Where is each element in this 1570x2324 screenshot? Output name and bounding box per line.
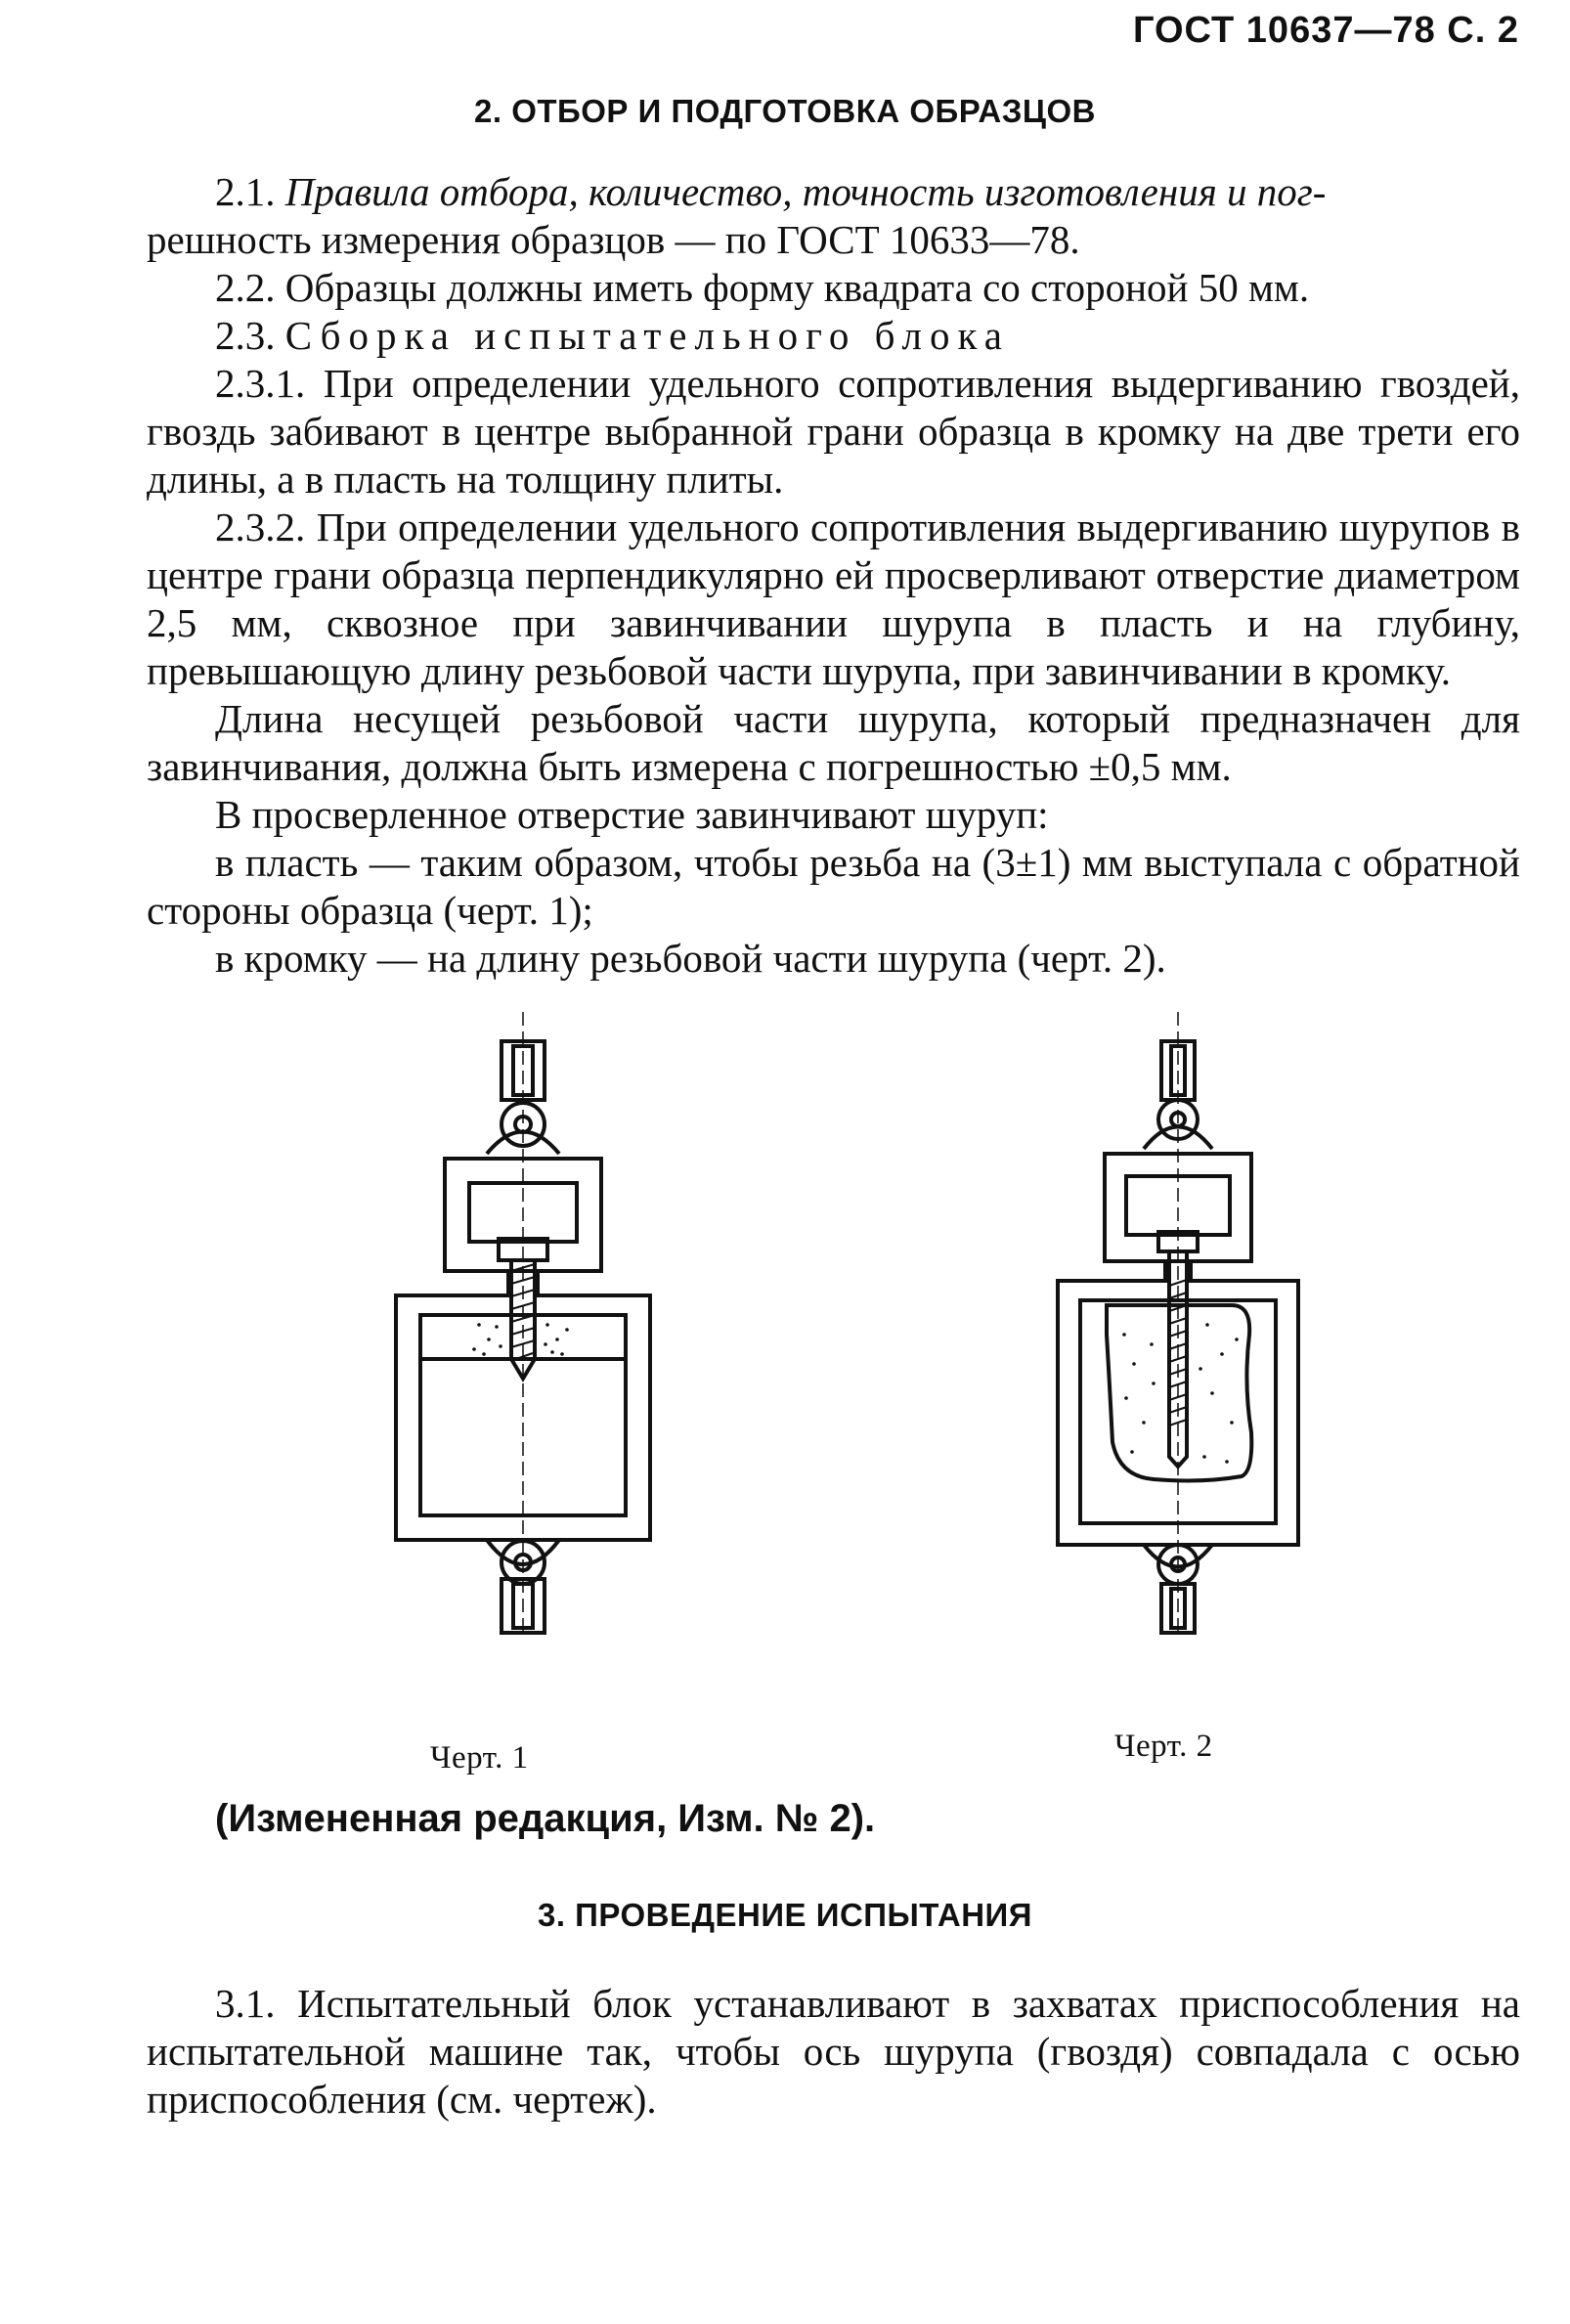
section-3-body [147, 1980, 1520, 2124]
figure-2-caption: Черт. 2 [1114, 1729, 1213, 1764]
paragraph-2-2: 2.2. Образцы должны иметь форму квадрата со стороной 50 мм. [215, 265, 1310, 310]
paragraph-2-1-continuation: решность измерения образцов — по ГОСТ 10633—78. [147, 217, 1080, 262]
figure-2-drawing [1036, 1012, 1320, 1638]
figure-1-caption: Черт. 1 [430, 1740, 529, 1776]
paragraph-2-1-number: 2.1. [215, 169, 276, 214]
section-2-heading: 2. ОТБОР И ПОДГОТОВКА ОБРАЗЦОВ [474, 93, 1096, 129]
paragraph-screw: В просверленное отверстие завинчивают шуруп: [215, 792, 1049, 837]
page-header: ГОСТ 10637—78 С. 2 [1132, 10, 1519, 51]
amendment-note: (Измененная редакция, Изм. № 2). [215, 1797, 876, 1840]
paragraph-length: Длина несущей резьбовой части шурупа, который предназначен для завинчивания, должна быть измерена с погрешностью ±0,5 мм. [147, 696, 1520, 789]
paragraph-edge: в кромку — на длину резьбовой части шурупа (черт. 2). [215, 936, 1166, 981]
paragraph-plast: в пласть — таким образом, чтобы резьба на (3±1) мм выступала с обратной стороны образца (черт. 1); [147, 840, 1520, 933]
paragraph-2-3 [147, 312, 1520, 360]
paragraph-2-1 [147, 168, 1520, 216]
paragraph-2-3-1: 2.3.1. При определении удельного сопротивления выдергиванию гвоздей, гвоздь забивают в центре выбранной грани образца в кромку на две трети его длины, а в пласть на толщину плиты. [147, 361, 1520, 502]
paragraph-3-1: 3.1. Испытательный блок устанавливают в захватах приспособления на испытательной машине так, чтобы ось шурупа (гвоздя) совпадала с осью приспособления (см. чертеж). [147, 1981, 1520, 2122]
section-2-body [147, 168, 1520, 983]
paragraph-2-3-2: 2.3.2. При определении удельного сопротивления выдергиванию шурупов в центре грани образца перпендикулярно ей просверливают отверстие диаметром 2,5 мм, сквозное при завинчивании шурупа в пласть и на глубину, превышающую длину резьбовой части шурупа, при завинчивании в кромку. [147, 504, 1520, 693]
figure-1-drawing [381, 1012, 665, 1638]
paragraph-2-3-title: Сборка испытательного блока [284, 313, 1010, 358]
paragraph-2-3-number: 2.3. [215, 313, 276, 358]
paragraph-2-1-italic: Правила отбора, количество, точность изготовления и пог- [284, 169, 1327, 214]
section-3-heading: 3. ПРОВЕДЕНИЕ ИСПЫТАНИЯ [537, 1897, 1032, 1933]
